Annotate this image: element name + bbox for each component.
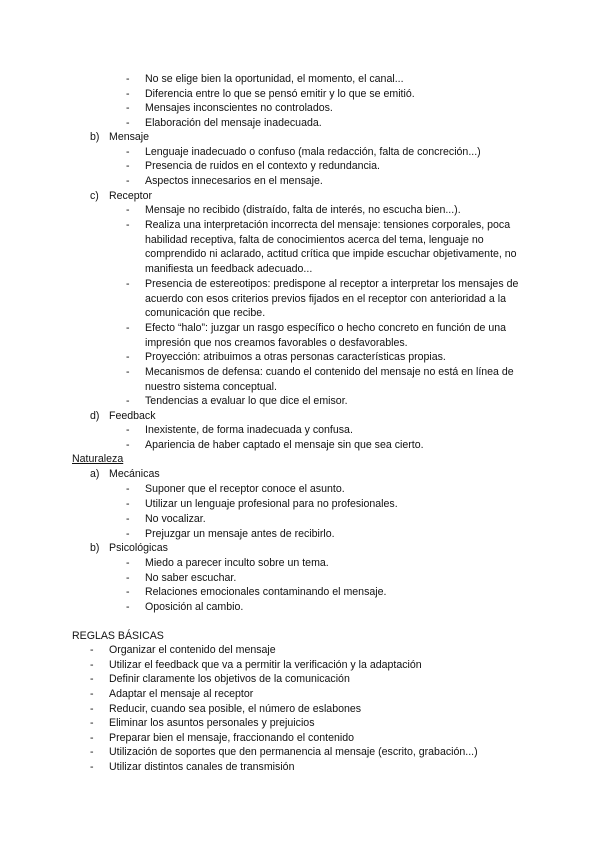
list-bullet: -: [126, 219, 130, 231]
section-label-mecanicas: Mecánicas: [109, 468, 160, 480]
list-item: Presencia de ruidos en el contexto y redundancia.: [145, 160, 380, 172]
list-item: Definir claramente los objetivos de la comunicación: [109, 673, 350, 685]
list-bullet: -: [126, 483, 130, 495]
list-bullet: -: [126, 351, 130, 363]
list-bullet: -: [90, 732, 94, 744]
list-item: Realiza una interpretación incorrecta del mensaje: tensiones corporales, poca habilidad receptiva, falta de conocimientos acerca del tema, lenguaje no comprendido ni aclarado, actitud crítica que impide escuchar objetivamente, no manifiesta un feedback adecuado...: [145, 219, 517, 275]
section-label-feedback: Feedback: [109, 410, 156, 422]
list-bullet: -: [126, 572, 130, 584]
list-bullet: -: [126, 498, 130, 510]
list-item: Organizar el contenido del mensaje: [109, 644, 276, 656]
section-marker: c): [90, 190, 99, 202]
list-bullet: -: [90, 673, 94, 685]
naturaleza-heading: Naturaleza: [72, 453, 124, 465]
list-bullet: -: [126, 278, 130, 290]
list-bullet: -: [126, 175, 130, 187]
list-item: Relaciones emocionales contaminando el mensaje.: [145, 586, 387, 598]
list-item: Oposición al cambio.: [145, 601, 244, 613]
list-bullet: -: [126, 528, 130, 540]
section-marker: b): [90, 131, 100, 143]
list-item: Miedo a parecer inculto sobre un tema.: [145, 557, 329, 569]
list-bullet: -: [90, 746, 94, 758]
list-bullet: -: [126, 160, 130, 172]
list-bullet: -: [126, 322, 130, 334]
list-item: Mecanismos de defensa: cuando el contenido del mensaje no está en línea de nuestro sistema conceptual.: [145, 366, 514, 393]
list-item: Mensajes inconscientes no controlados.: [145, 102, 333, 114]
list-item: Utilizar un lenguaje profesional para no profesionales.: [145, 498, 398, 510]
list-bullet: -: [126, 395, 130, 407]
list-item: Presencia de estereotipos: predispone al receptor a interpretar los mensajes de acuerdo con esos criterios previos fijados en el receptor con anterioridad a la comunicación que recibe.: [145, 278, 519, 320]
list-item: Adaptar el mensaje al receptor: [109, 688, 254, 700]
list-bullet: -: [126, 513, 130, 525]
list-item: Preparar bien el mensaje, fraccionando el contenido: [109, 732, 354, 744]
list-bullet: -: [126, 366, 130, 378]
list-bullet: -: [126, 439, 130, 451]
list-bullet: -: [126, 102, 130, 114]
list-item: Lenguaje inadecuado o confuso (mala redacción, falta de concreción...): [145, 146, 481, 158]
list-item: No vocalizar.: [145, 513, 206, 525]
list-bullet: -: [90, 644, 94, 656]
list-bullet: -: [90, 688, 94, 700]
list-item: Tendencias a evaluar lo que dice el emisor.: [145, 395, 348, 407]
section-marker: b): [90, 542, 100, 554]
list-bullet: -: [126, 117, 130, 129]
section-marker: a): [90, 468, 100, 480]
list-item: Apariencia de haber captado el mensaje sin que sea cierto.: [145, 439, 424, 451]
list-item: Prejuzgar un mensaje antes de recibirlo.: [145, 528, 335, 540]
list-bullet: -: [126, 586, 130, 598]
section-label-psicologicas: Psicológicas: [109, 542, 168, 554]
list-item: Reducir, cuando sea posible, el número de eslabones: [109, 703, 362, 715]
section-label-mensaje: Mensaje: [109, 131, 150, 143]
list-item: Elaboración del mensaje inadecuada.: [145, 117, 322, 129]
list-bullet: -: [90, 717, 94, 729]
list-item: Suponer que el receptor conoce el asunto.: [145, 483, 345, 495]
list-item: Proyección: atribuimos a otras personas características propias.: [145, 351, 446, 363]
list-item: Inexistente, de forma inadecuada y confusa.: [145, 424, 353, 436]
list-item: Utilización de soportes que den permanencia al mensaje (escrito, grabación...): [109, 746, 478, 758]
list-item: Aspectos innecesarios en el mensaje.: [145, 175, 323, 187]
list-bullet: -: [126, 601, 130, 613]
section-marker: d): [90, 410, 100, 422]
list-bullet: -: [126, 88, 130, 100]
reglas-heading: REGLAS BÁSICAS: [72, 630, 164, 642]
list-bullet: -: [126, 557, 130, 569]
list-item: Mensaje no recibido (distraído, falta de interés, no escucha bien...).: [145, 204, 461, 216]
list-bullet: -: [90, 703, 94, 715]
list-bullet: -: [126, 424, 130, 436]
list-bullet: -: [126, 146, 130, 158]
list-item: Diferencia entre lo que se pensó emitir y lo que se emitió.: [145, 88, 415, 100]
list-item: No se elige bien la oportunidad, el momento, el canal...: [145, 73, 404, 85]
list-item: Efecto “halo”: juzgar un rasgo específico o hecho concreto en función de una impresión que nos creamos favorables o desfavorables.: [145, 322, 507, 349]
list-item: Utilizar el feedback que va a permitir la verificación y la adaptación: [109, 659, 422, 671]
list-bullet: -: [90, 659, 94, 671]
list-item: No saber escuchar.: [145, 572, 237, 584]
list-item: Eliminar los asuntos personales y prejuicios: [109, 717, 315, 729]
list-bullet: -: [126, 204, 130, 216]
section-label-receptor: Receptor: [109, 190, 152, 202]
list-item: Utilizar distintos canales de transmisión: [109, 761, 295, 773]
list-bullet: -: [90, 761, 94, 773]
list-bullet: -: [126, 73, 130, 85]
